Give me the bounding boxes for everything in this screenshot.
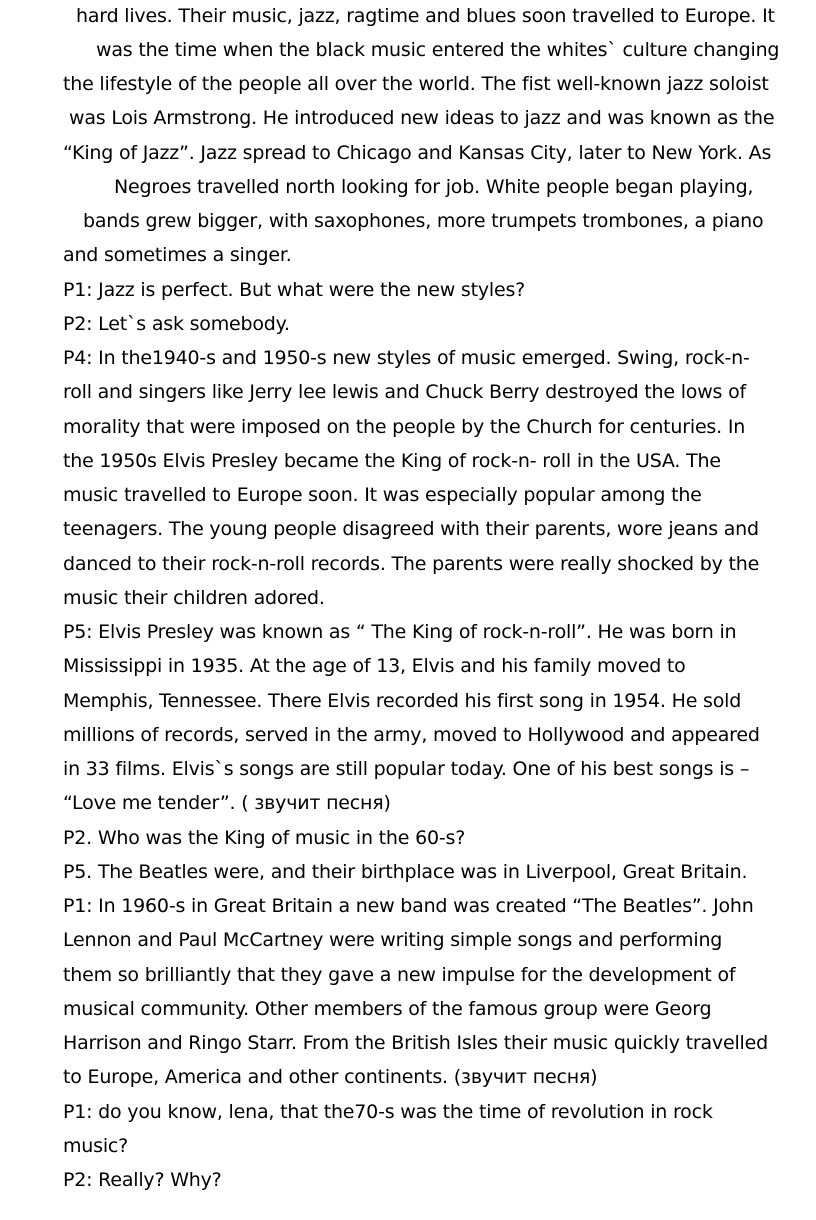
- text-line: in 33 films. Elvis`s songs are still popular today. One of his best songs is –: [63, 758, 750, 780]
- text-line: was the time when the black music entered the whites` culture changing: [96, 39, 780, 61]
- dialogue-line-p1: P1: do you know, lena, that the70-s was the time of revolution in rock: [63, 1101, 713, 1123]
- text-line: the 1950s Elvis Presley became the King of rock-n- roll in the USA. The: [63, 450, 721, 472]
- dialogue-line-p1: P1: In 1960-s in Great Britain a new band was created “The Beatles”. John: [63, 895, 754, 917]
- text-line: teenagers. The young people disagreed with their parents, wore jeans and: [63, 518, 759, 540]
- text-line: to Europe, America and other continents. (звучит песня): [63, 1066, 598, 1088]
- text-line: and sometimes a singer.: [63, 244, 292, 266]
- text-line: music?: [63, 1135, 129, 1157]
- text-line: “Love me tender”. ( звучит песня): [63, 792, 391, 814]
- text-line: the lifestyle of the people all over the world. The fist well-known jazz soloist: [63, 73, 769, 95]
- dialogue-line-p5: P5: Elvis Presley was known as “ The King of rock-n-roll”. He was born in: [63, 621, 737, 643]
- text-line: hard lives. Their music, jazz, ragtime and blues soon travelled to Europe. It: [76, 5, 775, 27]
- dialogue-line-p2: P2: Really? Why?: [63, 1169, 222, 1191]
- text-line: music their children adored.: [63, 587, 325, 609]
- text-line: music travelled to Europe soon. It was especially popular among the: [63, 484, 702, 506]
- text-line: morality that were imposed on the people by the Church for centuries. In: [63, 416, 746, 438]
- text-line: millions of records, served in the army, moved to Hollywood and appeared: [63, 724, 760, 746]
- text-line: Memphis, Tennessee. There Elvis recorded his first song in 1954. He sold: [63, 690, 742, 712]
- text-line: roll and singers like Jerry lee lewis and Chuck Berry destroyed the lows of: [63, 381, 747, 403]
- dialogue-line-p5: P5. The Beatles were, and their birthplace was in Liverpool, Great Britain.: [63, 861, 748, 883]
- text-line: them so brilliantly that they gave a new impulse for the development of: [63, 964, 736, 986]
- dialogue-line-p4: P4: In the1940-s and 1950-s new styles of music emerged. Swing, rock-n-: [63, 347, 750, 369]
- text-line: was Lois Armstrong. He introduced new ideas to jazz and was known as the: [69, 107, 775, 129]
- text-line: danced to their rock-n-roll records. The parents were really shocked by the: [63, 553, 760, 575]
- dialogue-line-p1: P1: Jazz is perfect. But what were the new styles?: [63, 279, 526, 301]
- dialogue-line-p2: P2: Let`s ask somebody.: [63, 313, 290, 335]
- text-line: Negroes travelled north looking for job. White people began playing,: [114, 176, 754, 198]
- dialogue-line-p2: P2. Who was the King of music in the 60-s?: [63, 827, 466, 849]
- text-line: bands grew bigger, with saxophones, more trumpets trombones, a piano: [83, 210, 764, 232]
- text-line: musical community. Other members of the famous group were Georg: [63, 998, 712, 1020]
- text-line: Harrison and Ringo Starr. From the British Isles their music quickly travelled: [63, 1032, 768, 1054]
- text-line: Mississippi in 1935. At the age of 13, Elvis and his family moved to: [63, 655, 686, 677]
- text-line: “King of Jazz”. Jazz spread to Chicago and Kansas City, later to New York. As: [63, 142, 772, 164]
- text-line: Lennon and Paul McCartney were writing simple songs and performing: [63, 929, 723, 951]
